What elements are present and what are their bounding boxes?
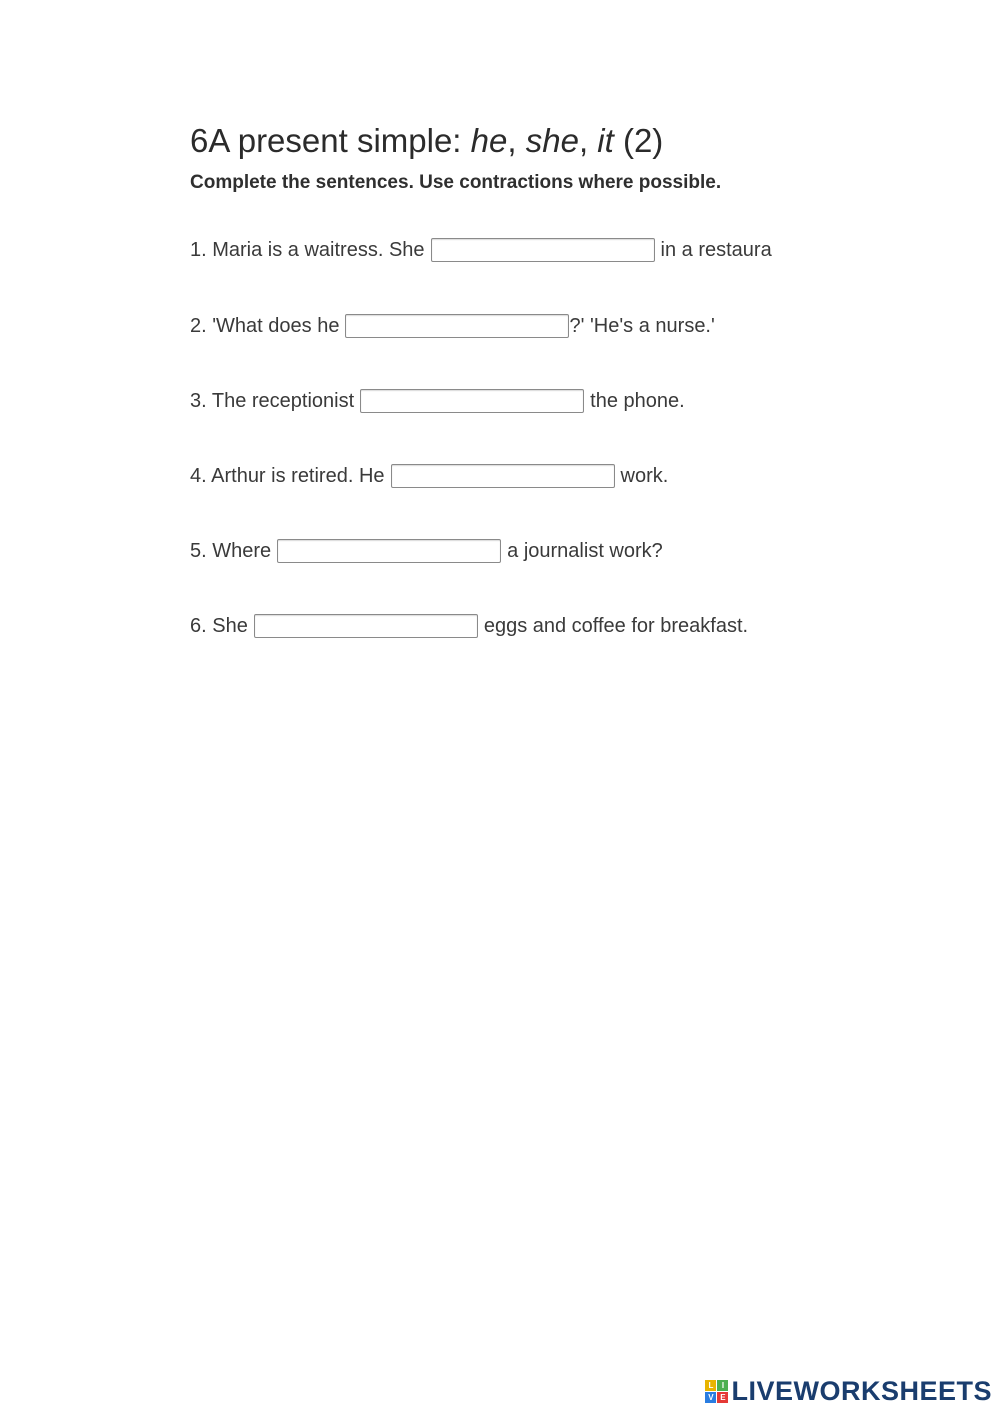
title-separator: , xyxy=(578,122,598,159)
answer-input-6[interactable] xyxy=(254,614,478,638)
title-separator: , xyxy=(507,122,526,159)
answer-input-4[interactable] xyxy=(391,464,615,488)
title-she: she xyxy=(525,122,579,159)
instructions: Complete the sentences. Use contractions where possible. xyxy=(190,172,722,193)
question-text-before: 2. 'What does he xyxy=(190,315,340,337)
question-text-after: ?' 'He's a nurse.' xyxy=(569,315,715,337)
logo-letter: L xyxy=(705,1380,716,1391)
liveworksheets-logo[interactable] xyxy=(705,1376,992,1407)
answer-input-3[interactable] xyxy=(360,389,584,413)
question-text-after: work. xyxy=(620,465,669,487)
question-text-after: eggs and coffee for breakfast. xyxy=(483,615,749,637)
question-text-after: the phone. xyxy=(590,390,685,412)
question-6 xyxy=(190,612,748,640)
question-2 xyxy=(190,312,715,340)
question-3 xyxy=(190,387,685,415)
title-it: it xyxy=(597,122,614,159)
title-prefix: 6A present simple: xyxy=(190,122,471,159)
question-text-before: 6. She xyxy=(190,615,248,637)
liveworksheets-logo-icon xyxy=(705,1380,728,1403)
logo-text: LIVEWORKSHEETS xyxy=(731,1376,992,1406)
logo-letter: E xyxy=(717,1392,728,1403)
page-title xyxy=(190,118,810,164)
answer-input-5[interactable] xyxy=(277,539,501,563)
worksheet xyxy=(190,118,810,637)
question-text-after: in a restaura xyxy=(660,239,772,261)
question-text-before: 4. Arthur is retired. He xyxy=(190,465,385,487)
answer-input-1[interactable] xyxy=(431,238,655,262)
question-1 xyxy=(190,236,772,264)
title-suffix: (2) xyxy=(613,122,664,159)
logo-letter: I xyxy=(717,1380,728,1391)
question-5 xyxy=(190,537,663,565)
answer-input-2[interactable] xyxy=(345,314,569,338)
question-text-before: 5. Where xyxy=(190,540,272,562)
question-text-after: a journalist work? xyxy=(507,540,663,562)
question-4 xyxy=(190,462,668,490)
title-he: he xyxy=(470,122,508,159)
question-text-before: 3. The receptionist xyxy=(190,390,355,412)
question-text-before: 1. Maria is a waitress. She xyxy=(190,239,425,261)
logo-letter: V xyxy=(705,1392,716,1403)
